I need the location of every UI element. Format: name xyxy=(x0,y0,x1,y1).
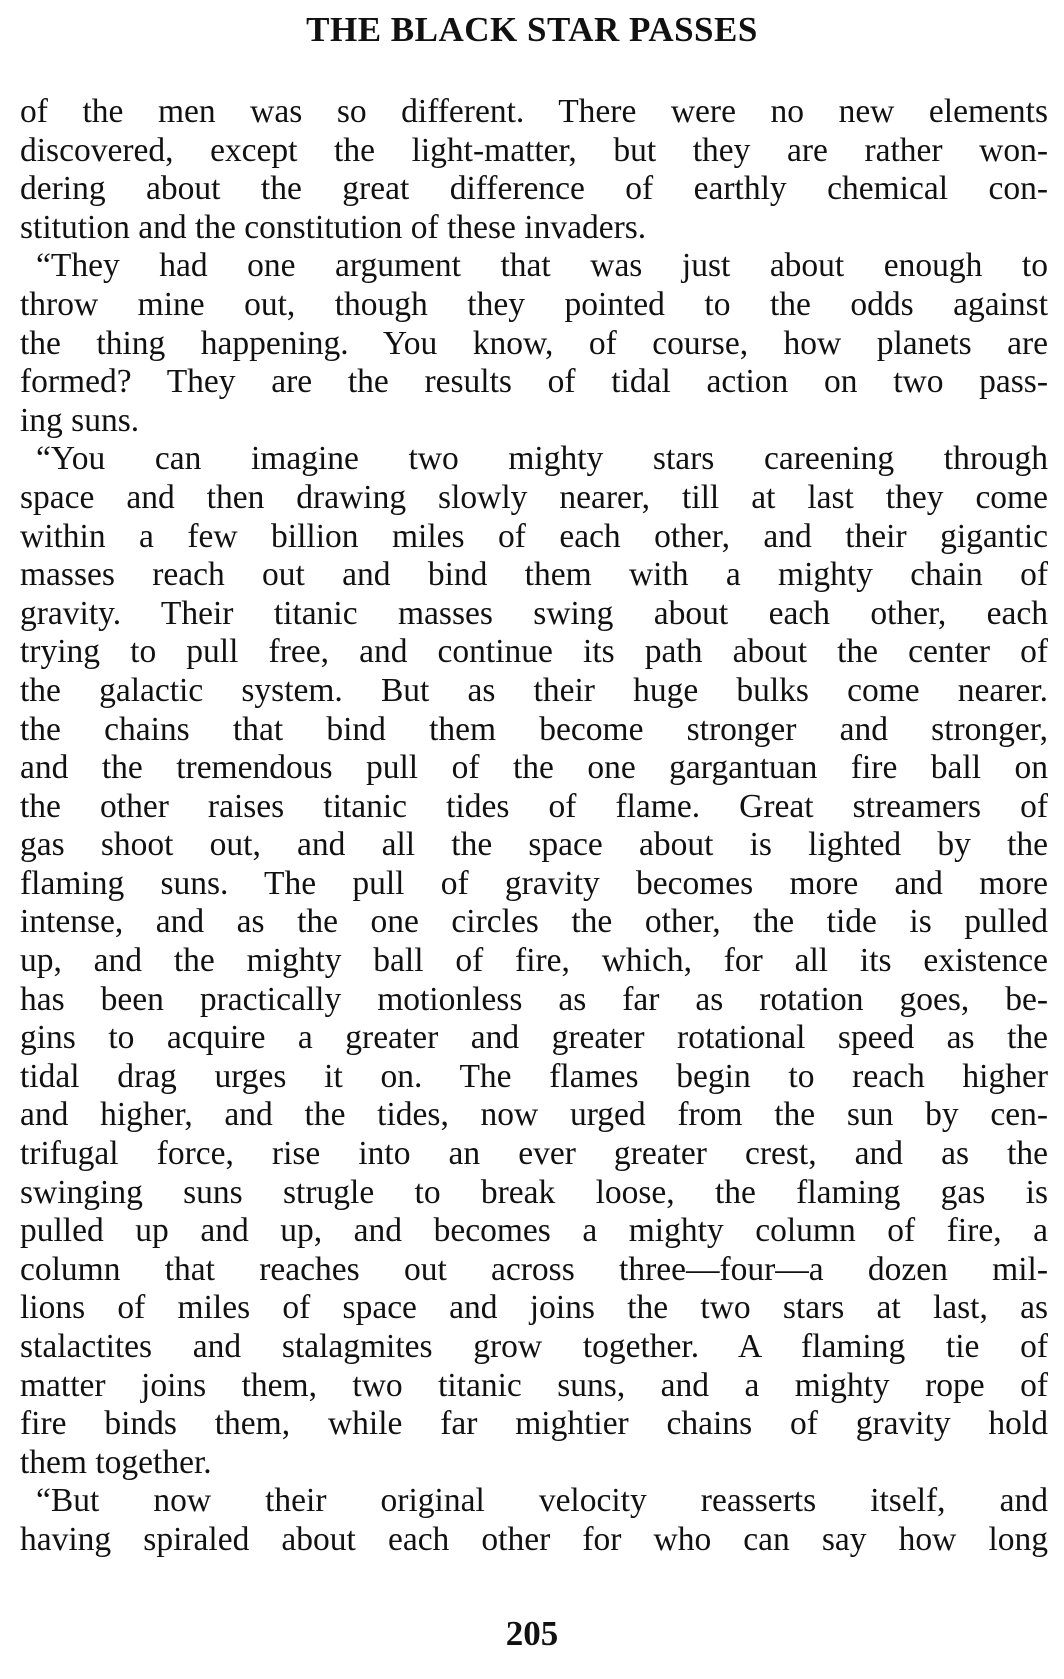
text-line: having spiraled about each other for who can say how long xyxy=(20,1520,1048,1558)
page-number: 205 xyxy=(505,1614,559,1653)
text-line: throw mine out, though they pointed to the odds against xyxy=(20,285,1048,323)
text-line: formed? They are the results of tidal action on two pass- xyxy=(20,363,1048,401)
running-head-title: THE BLACK STAR PASSES xyxy=(306,10,758,49)
text-line: intense, and as the one circles the other, the tide is pulled xyxy=(20,903,1048,941)
text-line: space and then drawing slowly nearer, till at last they come xyxy=(20,478,1048,516)
text-line: gas shoot out, and all the space about is lighted by the xyxy=(20,826,1048,864)
text-line: pulled up and up, and becomes a mighty column of fire, a xyxy=(20,1212,1048,1250)
text-line: the other raises titanic tides of flame. Great streamers of xyxy=(20,787,1048,825)
text-line: gins to acquire a greater and greater rotational speed as the xyxy=(20,1019,1048,1057)
text-line: fire binds them, while far mightier chains of gravity hold xyxy=(20,1405,1048,1443)
text-line: dering about the great difference of earthly chemical con- xyxy=(20,170,1048,208)
text-line: them together. xyxy=(20,1443,212,1481)
text-line: “They had one argument that was just about enough to xyxy=(36,247,1048,285)
text-line: the galactic system. But as their huge bulks come nearer. xyxy=(20,671,1048,709)
text-line: stitution and the constitution of these invaders. xyxy=(20,208,647,246)
text-line: stalactites and stalagmites grow together. A flaming tie of xyxy=(20,1328,1048,1365)
body-text xyxy=(20,93,1048,1560)
text-line: lions of miles of space and joins the two stars at last, as xyxy=(20,1289,1048,1327)
text-line: within a few billion miles of each other, and their gigantic xyxy=(20,517,1048,555)
text-line: trifugal force, rise into an ever greater crest, and as the xyxy=(20,1135,1048,1173)
text-line: trying to pull free, and continue its path about the center of xyxy=(20,633,1048,671)
text-line: matter joins them, two titanic suns, and a mighty rope of xyxy=(20,1366,1048,1404)
text-line: “You can imagine two mighty stars careening through xyxy=(36,440,1048,478)
text-line: of the men was so different. There were no new elements xyxy=(20,93,1048,130)
text-line: “But now their original velocity reasserts itself, and xyxy=(36,1482,1048,1520)
text-line: the thing happening. You know, of course, how planets are xyxy=(20,324,1048,362)
text-line: tidal drag urges it on. The flames begin to reach higher xyxy=(20,1057,1048,1095)
text-line: the chains that bind them become stronger and stronger, xyxy=(20,710,1048,748)
text-line: discovered, except the light-matter, but they are rather won- xyxy=(20,131,1048,169)
text-line: has been practically motionless as far as rotation goes, be- xyxy=(20,980,1048,1018)
text-line: ing suns. xyxy=(20,401,140,439)
text-line: and higher, and the tides, now urged from the sun by cen- xyxy=(20,1096,1048,1134)
text-line: and the tremendous pull of the one gargantuan fire ball on xyxy=(20,749,1048,787)
text-line: flaming suns. The pull of gravity becomes more and more xyxy=(20,864,1048,902)
text-line: gravity. Their titanic masses swing about each other, each xyxy=(20,594,1048,632)
text-line: swinging suns strugle to break loose, the flaming gas is xyxy=(20,1173,1048,1211)
text-line: masses reach out and bind them with a mighty chain of xyxy=(20,556,1048,594)
text-line: up, and the mighty ball of fire, which, for all its existence xyxy=(20,942,1048,980)
text-line: column that reaches out across three—four—a dozen mil- xyxy=(20,1250,1048,1288)
